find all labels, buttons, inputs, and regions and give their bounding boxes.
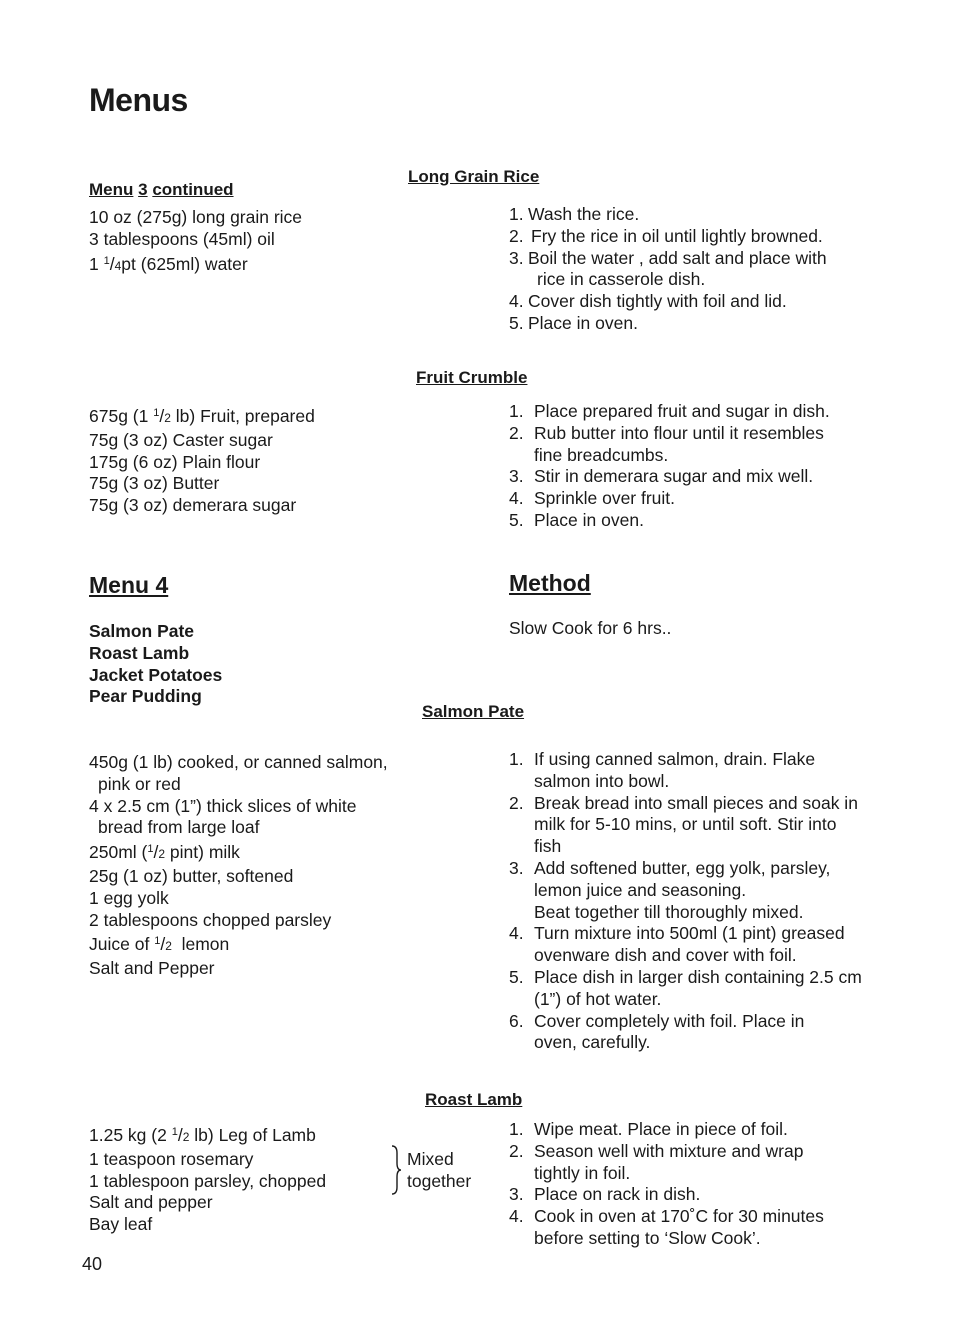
step-item: 4. Sprinkle over fruit.: [509, 488, 676, 509]
step-item: 6. Cover completely with foil. Place in oven, carefully.: [509, 1010, 805, 1053]
rice-ingredients: [89, 207, 302, 277]
salmon-ingredients: [89, 752, 388, 980]
step-item: 3. Place on rack in dish.: [509, 1184, 701, 1205]
ingredient-line: 2 tablespoons chopped parsley: [89, 909, 332, 930]
mixed-together-note: Mixed together: [407, 1149, 472, 1191]
step-item: 4. Cover dish tightly with foil and lid.: [509, 291, 787, 312]
step-item: 5. Place in oven.: [509, 509, 644, 530]
ingredient-line: 175g (6 oz) Plain flour: [89, 451, 261, 472]
salmon-steps: [509, 749, 862, 1054]
ingredient-line: 3 tablespoons (45ml) oil: [89, 228, 275, 249]
ingredient-line: 75g (3 oz) Caster sugar: [89, 429, 273, 450]
rice-heading: Long Grain Rice: [408, 167, 540, 186]
step-item: 4. Cook in oven at 170˚C for 30 minutes before setting to ‘Slow Cook’.: [509, 1206, 824, 1248]
dish-item: Jacket Potatoes: [89, 664, 223, 685]
step-item: 2. Rub butter into flour until it resembles fine breadcumbs.: [509, 422, 824, 465]
ingredient-line: 10 oz (275g) long grain rice: [89, 207, 303, 227]
method-heading: Method: [509, 570, 591, 596]
method-text: Slow Cook for 6 hrs..: [509, 618, 672, 638]
ingredient-line: 1 egg yolk: [89, 887, 169, 908]
step-item: 1. If using canned salmon, drain. Flake salmon into bowl.: [509, 749, 816, 791]
ingredient-line: 4 x 2.5 cm (1”) thick slices of white: [89, 795, 357, 816]
step-item: 5. Place dish in larger dish containing 2.5 cm (1”) of hot water.: [509, 966, 862, 1009]
step-item: 1. Wash the rice.: [509, 204, 640, 224]
step-item: 4. Turn mixture into 500ml (1 pint) greased ovenware dish and cover with foil.: [509, 923, 845, 966]
ingredient-line: Salt and Pepper: [89, 958, 215, 979]
ingredient-line: 1 tablespoon parsley, chopped: [89, 1170, 327, 1191]
crumble-steps: [509, 401, 830, 532]
lamb-heading: Roast Lamb: [425, 1090, 523, 1109]
ingredient-line: pink or red: [98, 773, 181, 794]
crumble-ingredients: [89, 403, 315, 517]
step-item: 2. Break bread into small pieces and soak in milk for 5-10 mins, or until soft. Stir into fish: [509, 792, 858, 857]
dish-item: Pear Pudding: [89, 686, 202, 707]
menu4-dishes: [89, 621, 222, 708]
curly-brace-icon: [390, 1145, 402, 1195]
ingredient-line: 1 $^1$/4pt (625ml) water: [89, 253, 248, 274]
step-item: 2. Fry the rice in oil until lightly browned.: [509, 225, 823, 246]
step-item: 1. Place prepared fruit and sugar in dish.: [509, 401, 830, 421]
step-item: 3. Add softened butter, egg yolk, parsley, lemon juice and seasoning. Beat together till thoroughly mixed.: [509, 857, 831, 922]
step-item: 3. Boil the water , add salt and place with rice in casserole dish.: [509, 247, 827, 290]
ingredient-line: 450g (1 lb) cooked, or canned salmon,: [89, 752, 388, 772]
page-title: Menus: [89, 82, 188, 118]
ingredient-line: 25g (1 oz) butter, softened: [89, 865, 294, 886]
ingredient-line: 250ml ($^1$/2 pint) milk: [89, 842, 240, 863]
rice-steps: [509, 204, 827, 335]
step-item: 3. Stir in demerara sugar and mix well.: [509, 466, 814, 487]
step-item: 5. Place in oven.: [509, 312, 638, 333]
step-item: 2. Season well with mixture and wrap tightly in foil.: [509, 1140, 804, 1183]
ingredient-line: Salt and pepper: [89, 1192, 213, 1213]
dish-item: Roast Lamb: [89, 642, 190, 663]
ingredient-line: 75g (3 oz) demerara sugar: [89, 495, 297, 516]
ingredient-line: 75g (3 oz) Butter: [89, 473, 220, 494]
ingredient-line: 675g (1 $^1$/2 lb) Fruit, prepared: [89, 406, 315, 426]
ingredient-line: Juice of $^1$/2 lemon: [89, 934, 230, 955]
menu4-heading: Menu 4: [89, 572, 169, 598]
salmon-heading: Salmon Pate: [422, 702, 525, 721]
ingredient-line: 1.25 kg (2 $^1$/2 lb) Leg of Lamb: [89, 1125, 316, 1145]
ingredient-line: bread from large loaf: [98, 817, 260, 838]
lamb-ingredients: [89, 1122, 326, 1236]
lamb-steps: [509, 1119, 824, 1250]
step-item: 1. Wipe meat. Place in piece of foil.: [509, 1119, 788, 1139]
dish-item: Salmon Pate: [89, 621, 195, 641]
ingredient-line: 1 teaspoon rosemary: [89, 1148, 254, 1169]
menu3-heading: Menu 3 continued: [89, 180, 234, 199]
ingredient-line: Bay leaf: [89, 1214, 153, 1235]
page-number: 40: [82, 1254, 103, 1274]
crumble-heading: Fruit Crumble: [416, 368, 528, 387]
